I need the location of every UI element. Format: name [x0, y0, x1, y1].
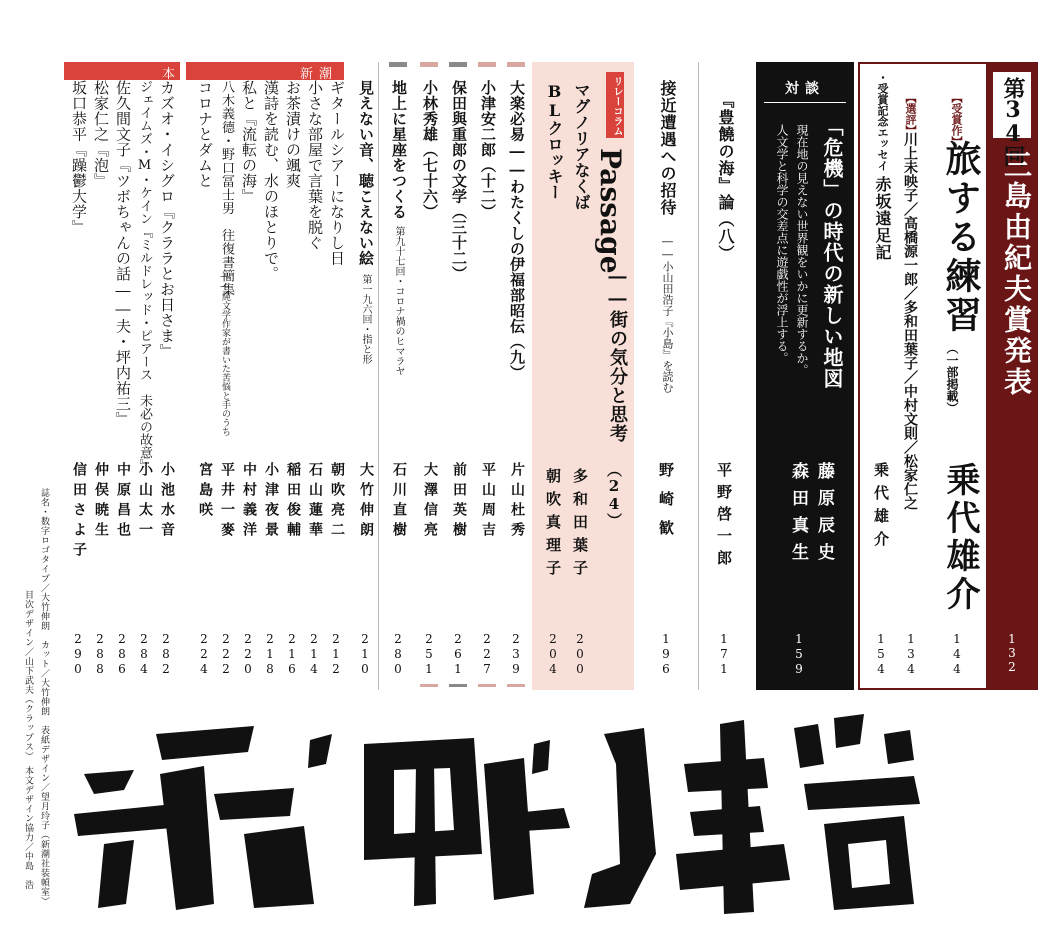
shincho-title: 八木義德・野口冨士男 往復書簡集: [219, 80, 234, 296]
relay-item-1: マグノリアなくば: [572, 82, 591, 210]
book-author: 信田さよ子: [71, 462, 87, 562]
taidan-desc-1: 現在地の見えない世界観をいかに更新するか。: [795, 124, 809, 376]
shincho-page: 216: [285, 632, 299, 677]
serial-page: 280: [391, 632, 405, 677]
serial-title: 小林秀雄（七十六）: [421, 80, 439, 220]
shincho-sub: ――純文学作家が書いた苦悩と手のうち: [220, 272, 230, 436]
serial-bar: [449, 62, 467, 67]
serial-title: 地上に星座をつくる: [390, 80, 408, 220]
essay-author: 乗代雄介: [872, 462, 890, 554]
serial-page: 239: [509, 632, 523, 677]
essay-label: ・受賞記念エッセイ: [876, 72, 889, 171]
shincho-page: 224: [197, 632, 211, 677]
essay-title: 赤坂遠足記: [873, 176, 892, 261]
divider: [698, 62, 699, 690]
sekkin-sub: ――小山田浩子『小島』を読む: [661, 235, 674, 393]
relay-title-main: Passage: [594, 148, 627, 274]
serial-author: 片山杜秀: [509, 462, 525, 542]
serial-bar: [389, 62, 407, 67]
shincho-title: お茶漬けの颯爽: [284, 80, 302, 189]
credits-line-2: 目次デザイン／山下武夫（クラップス） 本文デザイン協力／中島 浩: [23, 590, 33, 890]
houjou-author: 平野啓一郎: [715, 462, 733, 572]
shincho-title: 漢詩を読む、水のほとりで。: [262, 80, 280, 282]
serial-page-mark: [478, 684, 496, 687]
serial-author: 石川直樹: [391, 462, 407, 542]
winner-note: （一部掲載）: [945, 342, 959, 414]
serial-bar: [478, 62, 496, 67]
serial-title: 小津安二郎（十二）: [479, 80, 497, 220]
credits-line-1: 誌名・数字ロゴタイプ／大竹伸朗 カット／大竹伸朗 表紙デザイン／望月玲子（新潮社装幀室）: [39, 488, 49, 906]
winner-tag: 【受賞作】: [950, 92, 963, 147]
shincho-author: 中村義洋: [241, 462, 257, 542]
books-label: 本: [162, 67, 176, 82]
houjou-page: 171: [717, 632, 731, 677]
houjou-title: 『豊饒の海』論（八）: [716, 92, 735, 262]
relay-page-2: 204: [546, 632, 560, 677]
book-title: 坂口恭平『躁鬱大学』: [70, 80, 88, 235]
shincho-author: 小津夜景: [263, 462, 279, 542]
shincho-page: 212: [329, 632, 343, 677]
shincho-author: 宮島咲: [197, 462, 213, 522]
book-title: 佐久間文子『ツボちゃんの話――夫・坪内祐三』: [114, 80, 132, 427]
sekkin-author: 野崎歓: [657, 462, 675, 549]
taidan-label: 対談: [785, 81, 825, 97]
book-page: 284: [137, 632, 151, 677]
relay-number: （24）: [605, 462, 623, 528]
winner-page: 144: [950, 632, 964, 677]
serial-author: 平山周吉: [480, 462, 496, 542]
essay-page: 154: [874, 632, 888, 677]
book-page: 282: [159, 632, 173, 677]
taidan-desc-2: 人文学と科学の交差点に遊戯性が浮上する。: [775, 124, 789, 364]
logo-brush-icon: [64, 704, 944, 920]
book-page: 288: [93, 632, 107, 677]
serial-sub: 第一九六回・指と形: [360, 274, 371, 364]
winner-title: 旅する練習: [940, 140, 982, 335]
review-tag: 【選評】: [904, 92, 917, 136]
serial-page-mark: [507, 684, 525, 687]
book-page: 290: [71, 632, 85, 677]
serial-bar: [420, 62, 438, 67]
serial-sub: 第九十七回・コロナ禍のヒマラヤ: [393, 226, 404, 376]
prize-page: 132: [1005, 632, 1019, 674]
serial-title: 保田與重郎の文学（三十二）: [450, 80, 468, 282]
book-title: 松家仁之『泡』: [92, 80, 110, 189]
relay-author-1: 多和田葉子: [571, 468, 589, 583]
serial-divider: [378, 62, 379, 690]
serial-author: 大澤信亮: [422, 462, 438, 542]
book-page: 286: [115, 632, 129, 677]
serial-page: 251: [422, 632, 436, 677]
serial-page: 210: [358, 632, 372, 677]
shincho-author: 朝吹亮二: [329, 462, 345, 542]
shincho-title: 私と『流転の海』: [240, 80, 258, 204]
winner-author: 乗代雄介: [940, 462, 980, 614]
taidan-title: 「危機」の時代の新しい地図: [820, 116, 844, 389]
relay-author-2: 朝吹真理子: [544, 468, 562, 583]
book-title: カズオ・イシグロ『クララとお日さま』: [158, 80, 176, 359]
shincho-author: 石山蓮華: [307, 462, 323, 542]
book-author: 中原昌也: [115, 462, 131, 542]
taidan-author-1: 藤原辰史: [814, 462, 834, 570]
shincho-author: 平井一麥: [219, 462, 235, 542]
serial-title: 見えない音、聴こえない絵: [357, 80, 375, 266]
sekkin-page: 196: [659, 632, 673, 677]
shincho-title: 小さな部屋で言葉を脱ぐ: [306, 80, 324, 251]
shincho-title: コロナとダムと: [196, 80, 214, 189]
reviewers: 川上未映子／高橋源一郎／多和田葉子／中村文則／松家仁之: [902, 132, 918, 510]
book-author: 小山太一: [137, 462, 153, 542]
serial-author: 大竹伸朗: [358, 462, 374, 542]
shincho-page: 218: [263, 632, 277, 677]
relay-page-1: 200: [573, 632, 587, 677]
sekkin-title: 接近遭遇への招待: [658, 80, 677, 216]
book-author: 仲俣暁生: [93, 462, 109, 542]
serial-page: 261: [451, 632, 465, 677]
shincho-page: 220: [241, 632, 255, 677]
review-page: 134: [904, 632, 918, 677]
relay-label: リレーコラム: [611, 76, 622, 136]
shincho-author: 稲田俊輔: [285, 462, 301, 542]
serial-page-mark: [420, 684, 438, 687]
shincho-title: ギタールシアーになりし日: [328, 80, 346, 266]
serial-page: 227: [480, 632, 494, 677]
prize-title: 三島由紀夫賞発表: [1000, 150, 1033, 398]
book-author: 小池水音: [159, 462, 175, 542]
serial-title: 大楽必易――わたくしの伊福部昭伝（九）: [508, 80, 526, 381]
magazine-logo: [64, 704, 944, 920]
serial-page-mark: [449, 684, 467, 687]
book-title: ジェイムズ・M・ケイン『ミルドレッド・ピアース 未必の故意』: [137, 80, 152, 472]
taidan-author-2: 森田真生: [788, 462, 808, 570]
shincho-page: 222: [219, 632, 233, 677]
relay-item-2: BLクロッキー: [545, 82, 564, 200]
shincho-page: 214: [307, 632, 321, 677]
serial-bar: [507, 62, 525, 67]
serial-author: 前田英樹: [451, 462, 467, 542]
shincho-label: 新潮: [300, 67, 339, 82]
relay-title-rest: ――街の気分と思考: [607, 266, 628, 443]
prize-number: 第34回: [1000, 77, 1026, 165]
taidan-page: 159: [792, 632, 806, 677]
